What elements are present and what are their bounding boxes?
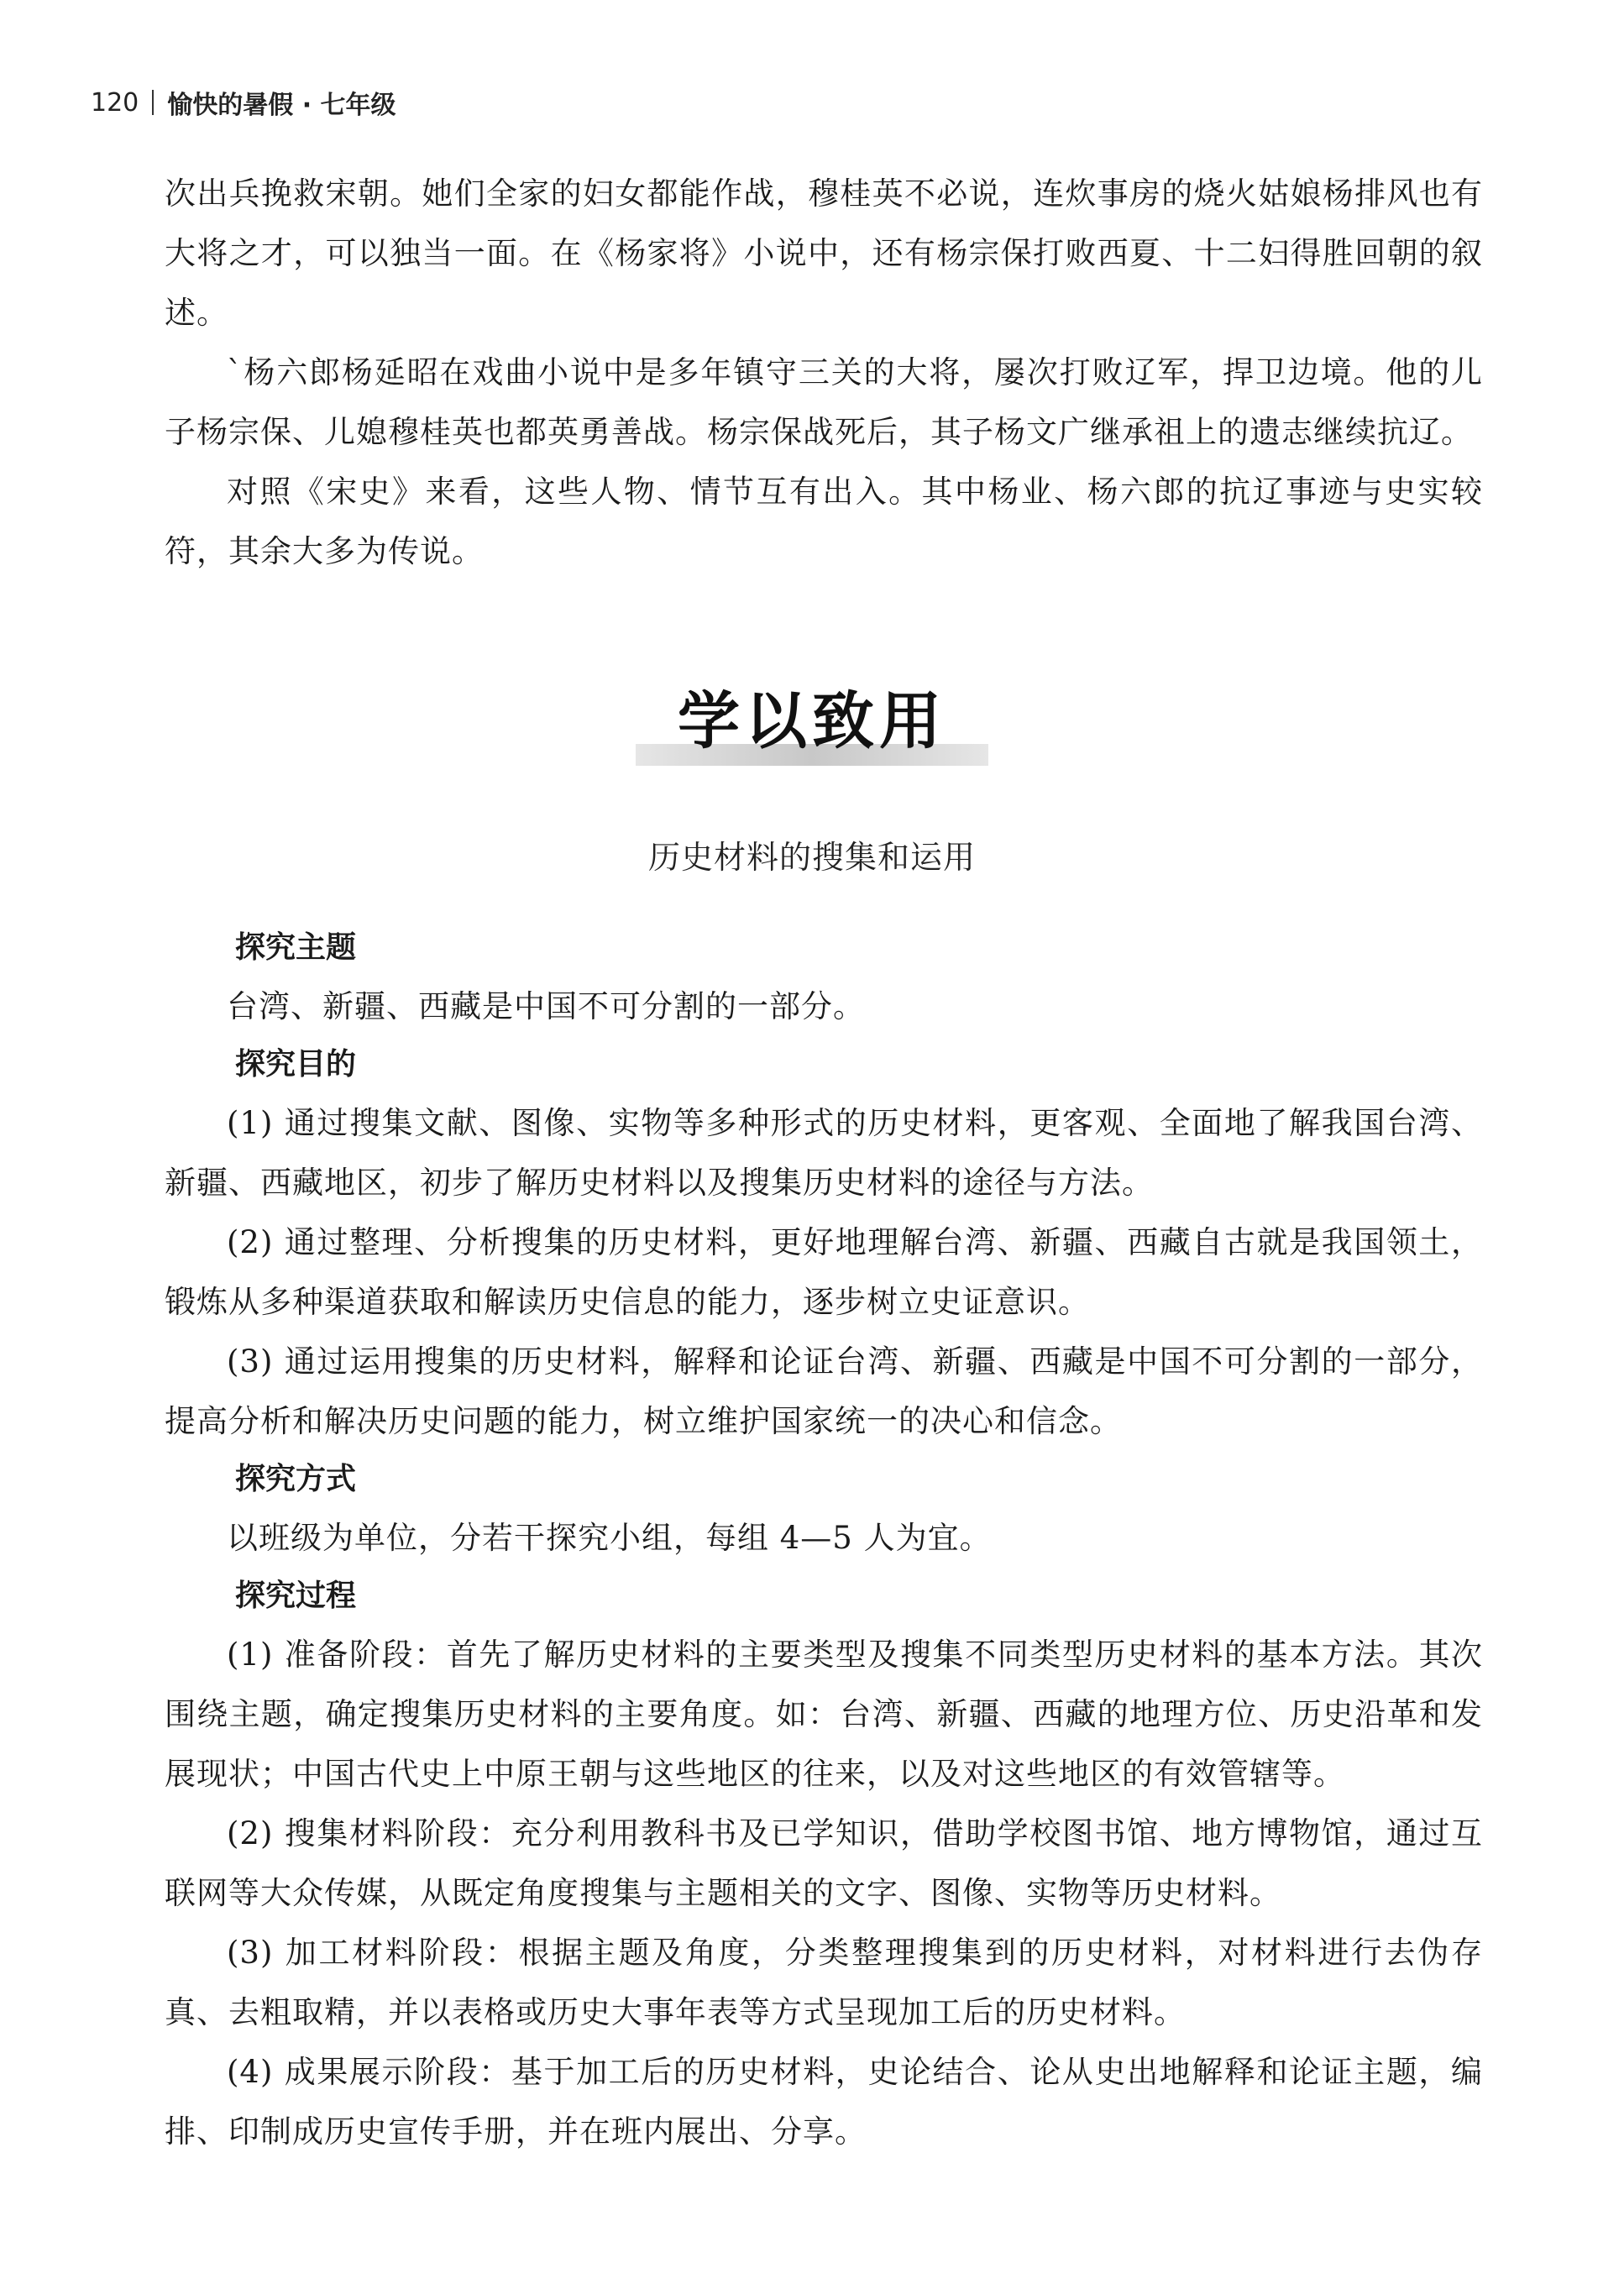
book-title: 愉快的暑假 · 七年级 [167, 91, 396, 120]
purpose-heading: 探究目的 [235, 1047, 357, 1082]
intro-paragraph-3: 对照《宋史》来看，这些人物、情节互有出入。其中杨业、杨六郎的抗辽事迹与史实较符，其余大多为传说。 [165, 474, 1483, 569]
intro-section [165, 164, 1483, 581]
process-item-2: (2) 搜集材料阶段：充分利用教科书及已学知识，借助学校图书馆、地方博物馆，通过互联网等大众传媒，从既定角度搜集与主题相关的文字、图像、实物等历史材料。 [165, 1815, 1483, 1911]
purpose-item-3: (3) 通过运用搜集的历史材料，解释和论证台湾、新疆、西藏是中国不可分割的一部分，提高分析和解决历史问题的能力，树立维护国家统一的决心和信念。 [165, 1343, 1483, 1439]
header-divider [152, 90, 154, 115]
intro-paragraph-2: `杨六郎杨延昭在戏曲小说中是多年镇守三关的大将，屡次打败辽军，捍卫边境。他的儿子杨宗保、儿媳穆桂英也都英勇善战。杨宗保战死后，其子杨文广继承祖上的遗志继续抗辽。 [165, 354, 1483, 450]
process-item-3: (3) 加工材料阶段：根据主题及角度，分类整理搜集到的历史材料，对材料进行去伪存真、去粗取精，并以表格或历史大事年表等方式呈现加工后的历史材料。 [165, 1935, 1483, 2030]
theme-heading: 探究主题 [235, 930, 357, 965]
page-number: 120 [91, 87, 139, 118]
process-item-4: (4) 成果展示阶段：基于加工后的历史材料，史论结合、论从史出地解释和论证主题，编排、印制成历史宣传手册，并在班内展出、分享。 [165, 2054, 1483, 2150]
banner-title: 学以致用 [678, 685, 946, 757]
method-heading: 探究方式 [235, 1462, 357, 1496]
process-item-1: (1) 准备阶段：首先了解历史材料的主要类型及搜集不同类型历史材料的基本方法。其次围绕主题，确定搜集历史材料的主要角度。如：台湾、新疆、西藏的地理方位、历史沿革和发展现状；中国古代史上中原王朝与这些地区的往来，以及对这些地区的有效管辖等。 [165, 1637, 1483, 1792]
intro-paragraph-1: 次出兵挽救宋朝。她们全家的妇女都能作战，穆桂英不必说，连炊事房的烧火姑娘杨排风也有大将之才，可以独当一面。在《杨家将》小说中，还有杨宗保打败西夏、十二妇得胜回朝的叙述。 [165, 175, 1483, 331]
purpose-item-1: (1) 通过搜集文献、图像、实物等多种形式的历史材料，更客观、全面地了解我国台湾、新疆、西藏地区，初步了解历史材料以及搜集历史材料的途径与方法。 [165, 1105, 1483, 1201]
method-text: 以班级为单位，分若干探究小组，每组 4—5 人为宜。 [227, 1520, 992, 1556]
purpose-item-2: (2) 通过整理、分析搜集的历史材料，更好地理解台湾、新疆、西藏自古就是我国领土，锻炼从多种渠道获取和解读历史信息的能力，逐步树立史证意识。 [165, 1224, 1483, 1320]
inquiry-section [165, 919, 1483, 2161]
process-heading: 探究过程 [235, 1579, 357, 1613]
page-header [91, 84, 396, 121]
theme-text: 台湾、新疆、西藏是中国不可分割的一部分。 [227, 988, 865, 1024]
section-banner [0, 672, 1624, 761]
activity-title: 历史材料的搜集和运用 [647, 839, 976, 876]
